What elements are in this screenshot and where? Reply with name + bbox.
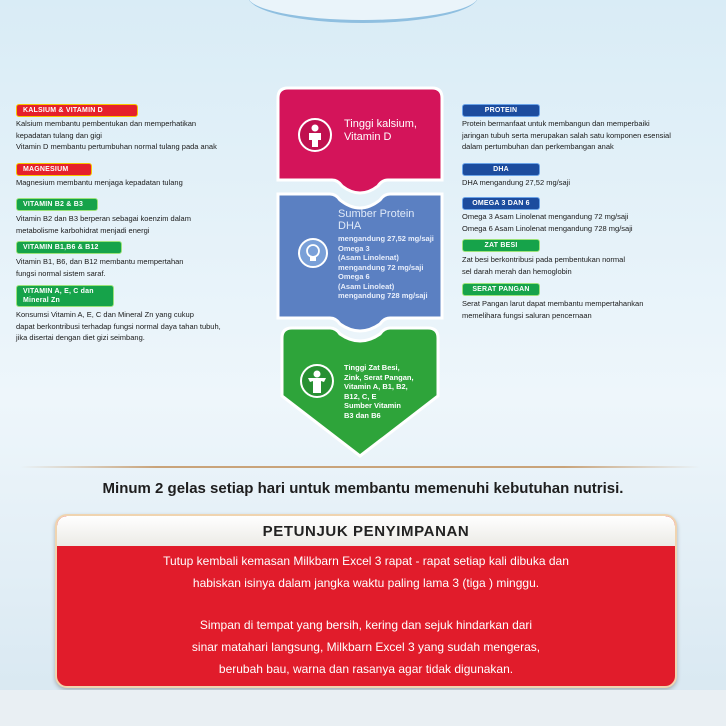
center-bottom-line: Zink, Serat Pangan, bbox=[344, 372, 414, 382]
desc-line: Omega 3 Asam Linolenat mengandung 72 mg/saji bbox=[462, 212, 629, 221]
label-magnesium bbox=[16, 163, 92, 176]
label-serat-pangan bbox=[462, 283, 540, 296]
desc-line: metabolisme karbohidrat menjadi energi bbox=[16, 225, 150, 235]
label-vitamin-b1-b6-b12 bbox=[16, 241, 122, 254]
center-middle-line: (Asam Linolenat) bbox=[338, 253, 399, 262]
label-kalsium-vitamin-d bbox=[16, 104, 138, 117]
desc-dha bbox=[462, 177, 570, 189]
label-text: OMEGA 3 DAN 6 bbox=[472, 200, 530, 207]
desc-line: dapat berkontribusi terhadap fungsi normal daya tahan tubuh, bbox=[16, 321, 221, 331]
center-middle-line: mengandung 72 mg/saji bbox=[338, 262, 424, 272]
desc-line: jaringan tubuh serta merupakan salah satu komponen esensial bbox=[462, 130, 671, 140]
label-text: KALSIUM & VITAMIN D bbox=[23, 107, 103, 114]
section-divider bbox=[20, 466, 700, 468]
label-text: VITAMIN B1,B6 & B12 bbox=[23, 244, 99, 251]
center-bottom-line: Vitamin A, B1, B2, bbox=[344, 382, 408, 391]
center-middle-line: mengandung 728 mg/saji bbox=[338, 291, 428, 300]
center-middle-line: (Asam Linoleat) bbox=[338, 281, 395, 291]
desc-line: Vitamin D membantu pertumbuhan normal tulang pada anak bbox=[16, 142, 217, 151]
desc-vitamin-b1-b6-b12 bbox=[16, 256, 183, 279]
label-text: DHA bbox=[493, 166, 509, 173]
storage-line: habiskan isinya dalam jangka waktu paling lama 3 (tiga ) minggu. bbox=[192, 576, 540, 590]
storage-instructions-box bbox=[55, 514, 677, 688]
label-text: MAGNESIUM bbox=[23, 166, 69, 173]
center-top-text bbox=[344, 118, 417, 144]
label-text: SERAT PANGAN bbox=[472, 286, 530, 293]
label-text: VITAMIN A, E, C dan bbox=[23, 288, 94, 295]
desc-zat-besi bbox=[462, 254, 625, 277]
label-protein bbox=[462, 104, 540, 117]
strong-person-icon-glyph bbox=[302, 366, 332, 396]
center-bottom-line: B3 dan B6 bbox=[344, 410, 381, 420]
desc-protein bbox=[462, 118, 671, 153]
desc-line: Konsumsi Vitamin A, E, C dan Mineral Zn yang cukup bbox=[16, 310, 194, 319]
label-text: Mineral Zn bbox=[23, 297, 61, 304]
desc-line: sel darah merah dan hemoglobin bbox=[462, 266, 572, 276]
desc-line: memelihara fungsi saluran pencernaan bbox=[462, 310, 592, 320]
desc-serat-pangan bbox=[462, 298, 643, 321]
label-omega-3-6 bbox=[462, 197, 540, 210]
center-bottom-line: Tinggi Zat Besi, bbox=[344, 363, 400, 372]
label-dha bbox=[462, 163, 540, 176]
lightbulb-icon bbox=[298, 238, 328, 268]
storage-title: PETUNJUK PENYIMPANAN bbox=[57, 516, 675, 546]
desc-line: Protein bermanfaat untuk membangun dan memperbaiki bbox=[462, 119, 650, 128]
desc-magnesium bbox=[16, 177, 183, 189]
label-text: ZAT BESI bbox=[484, 242, 518, 249]
person-icon bbox=[298, 118, 332, 152]
desc-line: Zat besi berkontribusi pada pembentukan normal bbox=[462, 255, 626, 264]
desc-line: Magnesium membantu menjaga kepadatan tulang bbox=[16, 178, 183, 187]
desc-line: kepadatan tulang dan gigi bbox=[16, 130, 102, 140]
tagline: Minum 2 gelas setiap hari untuk membantu memenuhi kebutuhan nutrisi. bbox=[102, 480, 624, 497]
center-top-line: Vitamin D bbox=[344, 131, 392, 143]
lightbulb-icon-glyph bbox=[300, 240, 326, 266]
center-bottom-line: B12, C, E bbox=[344, 391, 377, 401]
center-bottom-line: Sumber Vitamin bbox=[344, 401, 401, 410]
center-middle-line: Omega 3 bbox=[338, 243, 370, 253]
desc-line: DHA mengandung 27,52 mg/saji bbox=[462, 178, 570, 187]
desc-kalsium-vitamin-d bbox=[16, 118, 217, 153]
desc-line: dalam pertumbuhan dan perkembangan anak bbox=[462, 142, 614, 151]
bottom-strip bbox=[0, 690, 726, 726]
top-decorative-arc bbox=[248, 0, 478, 23]
center-bottom-text bbox=[344, 363, 414, 420]
desc-line: Omega 6 Asam Linolenat mengandung 728 mg/saji bbox=[462, 223, 633, 233]
label-zat-besi bbox=[462, 239, 540, 252]
center-middle-text bbox=[338, 234, 434, 301]
desc-line: fungsi normal sistem saraf. bbox=[16, 268, 106, 278]
desc-omega-3-6 bbox=[462, 211, 633, 234]
storage-line: Simpan di tempat yang bersih, kering dan sejuk hindarkan dari bbox=[199, 618, 533, 632]
desc-vitamin-b2-b3 bbox=[16, 213, 191, 236]
desc-line: Vitamin B1, B6, dan B12 membantu mempertahan bbox=[16, 257, 184, 266]
label-vitamin-a-e-c-zn bbox=[16, 285, 114, 307]
storage-line: sinar matahari langsung, Milkbarn Excel 3 yang sudah mengeras, bbox=[191, 640, 541, 654]
desc-vitamin-a-e-c-zn bbox=[16, 309, 221, 344]
desc-line: jika disertai dengan diet gizi seimbang. bbox=[16, 333, 145, 342]
label-text: PROTEIN bbox=[484, 107, 518, 114]
desc-line: Kalsium membantu pembentukan dan memperhatikan bbox=[16, 119, 197, 128]
center-middle-title bbox=[338, 208, 414, 232]
label-text: VITAMIN B2 & B3 bbox=[23, 201, 84, 208]
person-icon-glyph bbox=[300, 120, 330, 150]
strong-person-icon bbox=[300, 364, 334, 398]
center-middle-title-line: Sumber Protein bbox=[338, 208, 415, 220]
center-top-line: Tinggi kalsium, bbox=[344, 118, 417, 130]
desc-line: Vitamin B2 dan B3 berperan sebagai koenzim dalam bbox=[16, 214, 191, 223]
label-vitamin-b2-b3 bbox=[16, 198, 98, 211]
center-middle-line: mengandung 27,52 mg/saji bbox=[338, 234, 434, 243]
center-middle-line: Omega 6 bbox=[338, 272, 370, 281]
storage-line: Tutup kembali kemasan Milkbarn Excel 3 rapat - rapat setiap kali dibuka dan bbox=[163, 554, 569, 568]
center-middle-title-line: DHA bbox=[338, 220, 362, 232]
storage-line: berubah bau, warna dan rasanya agar tidak digunakan. bbox=[218, 662, 514, 676]
desc-line: Serat Pangan larut dapat membantu mempertahankan bbox=[462, 299, 644, 308]
